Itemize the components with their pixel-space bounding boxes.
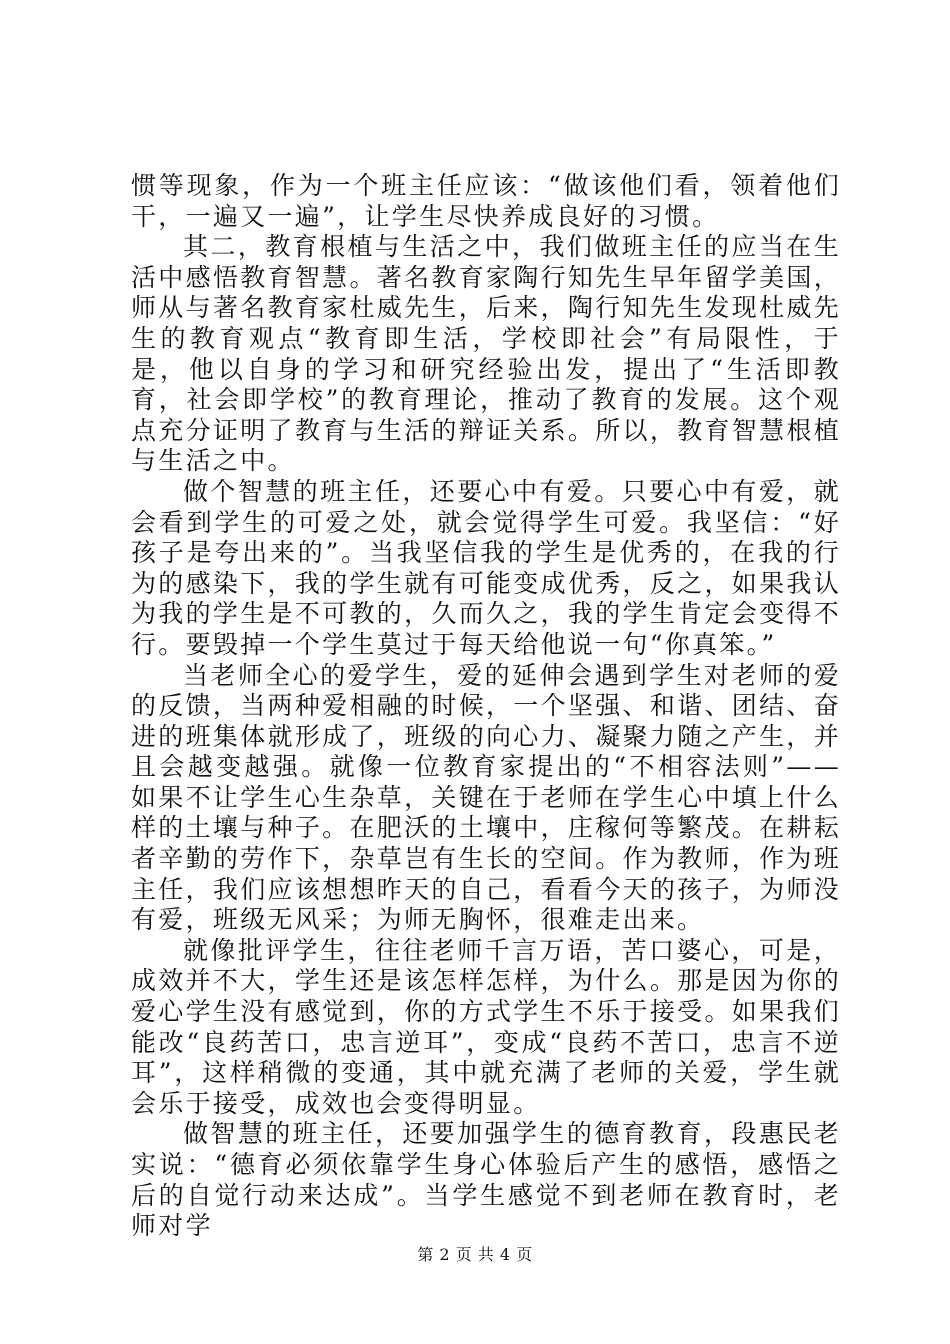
paragraph-continuation: 惯等现象，作为一个班主任应该：“做该他们看，领着他们干，一遍又一遍”，让学生尽快养成良好的习惯。 [131, 171, 841, 231]
paragraph-education-rooted-in-life: 其二，教育根植与生活之中，我们做班主任的应当在生活中感悟教育智慧。著名教育家陶行知先生早年留学美国，师从与著名教育家杜威先生，后来，陶行知先生发现杜威先生的教育观点“教育即生活，学校即社会”有局限性，于是，他以自身的学习和研究经验出发，提出了“生活即教育，社会即学校”的教育理论，推动了教育的发展。这个观点充分证明了教育与生活的辩证关系。所以，教育智慧根植与生活之中。 [131, 232, 841, 476]
page-footer: 第 2 页 共 4 页 [417, 1245, 533, 1264]
paragraph-love-in-heart: 做个智慧的班主任，还要心中有爱。只要心中有爱，就会看到学生的可爱之处，就会觉得学生可爱。我坚信：“好孩子是夸出来的”。当我坚信我的学生是优秀的，在我的行为的感染下，我的学生就有可能变成优秀，反之，如果我认为我的学生是不可教的，久而久之，我的学生肯定会变得不行。要毁掉一个学生莫过于每天给他说一句“你真笨。” [131, 476, 841, 659]
paragraph-love-feedback: 当老师全心的爱学生，爱的延伸会遇到学生对老师的爱的反馈，当两种爱相融的时候，一个坚强、和谐、团结、奋进的班集体就形成了，班级的向心力、凝聚力随之产生，并且会越变越强。就像一位教育家提出的“不相容法则”——如果不让学生心生杂草，关键在于老师在学生心中填上什么样的土壤与种子。在肥沃的土壤中，庄稼何等繁茂。在耕耘者辛勤的劳作下，杂草岂有生长的空间。作为教师，作为班主任，我们应该想想昨天的自己，看看今天的孩子，为师没有爱，班级无风采；为师无胸怀，很难走出来。 [131, 660, 841, 935]
document-body [131, 171, 841, 1242]
paragraph-criticism: 就像批评学生，往往老师千言万语，苦口婆心，可是，成效并不大，学生还是该怎样怎样，为什么。那是因为你的爱心学生没有感觉到，你的方式学生不乐于接受。如果我们能改“良药苦口，忠言逆耳”，变成“良药不苦口，忠言不逆耳”，这样稍微的变通，其中就充满了老师的关爱，学生就会乐于接受，成效也会变得明显。 [131, 935, 841, 1118]
paragraph-moral-education: 做智慧的班主任，还要加强学生的德育教育，段惠民老实说：“德育必须依靠学生身心体验后产生的感悟，感悟之后的自觉行动来达成”。当学生感觉不到老师在教育时，老师对学 [131, 1119, 841, 1241]
